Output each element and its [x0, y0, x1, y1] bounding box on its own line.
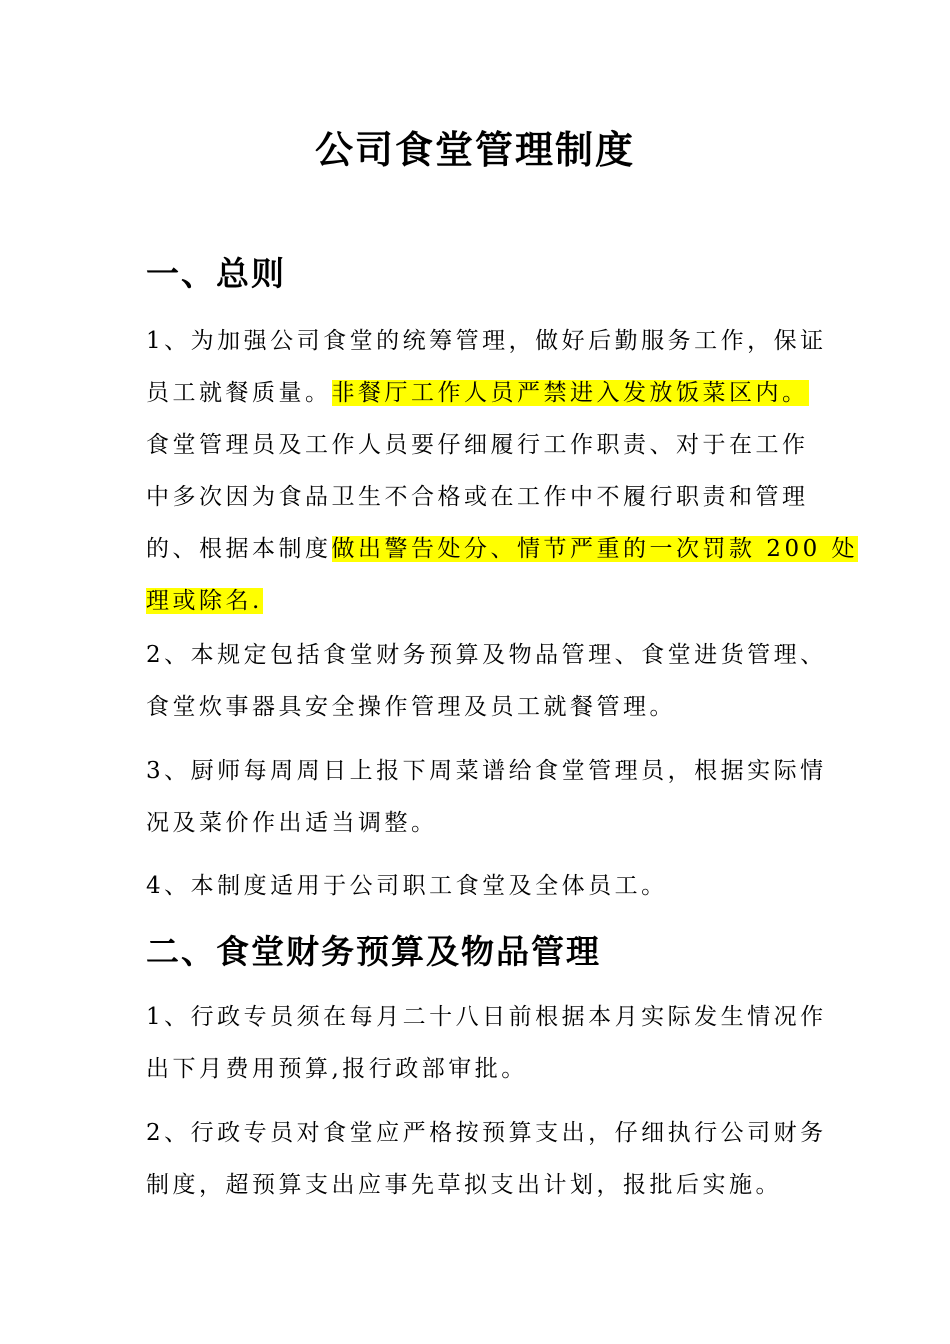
paragraph-1-3: [146, 745, 826, 849]
paragraph-line: 1、行政专员须在每月二十八日前根据本月实际发生情况作: [146, 1004, 827, 1030]
highlighted-text: 做出警告处分、情节严重的一次罚款 200 处: [331, 536, 859, 562]
paragraph-line: 中多次因为食品卫生不合格或在工作中不履行职责和管理: [146, 484, 809, 510]
paragraph-line: 制度，超预算支出应事先草拟支出计划，报批后实施。: [146, 1172, 782, 1198]
paragraph-line: [146, 367, 826, 419]
paragraph-line: 2、本规定包括食堂财务预算及物品管理、食堂进货管理、: [146, 642, 827, 668]
paragraph-1-2: [146, 629, 826, 733]
document-title: 公司食堂管理制度: [314, 128, 635, 172]
paragraph-2-1: [146, 991, 826, 1095]
paragraph-2-2: [146, 1107, 826, 1211]
paragraph-line: 4、本制度适用于公司职工食堂及全体员工。: [146, 873, 668, 899]
paragraph-line: 2、行政专员对食堂应严格按预算支出，仔细执行公司财务: [146, 1120, 827, 1146]
highlighted-text: 理或除名.: [146, 588, 263, 614]
section-heading-general: 一、总则: [146, 254, 286, 293]
paragraph-line: 1、为加强公司食堂的统筹管理，做好后勤服务工作，保证: [146, 328, 827, 354]
paragraph-line: 出下月费用预算,报行政部审批。: [146, 1056, 528, 1082]
paragraph-line: 食堂管理员及工作人员要仔细履行工作职责、对于在工作: [146, 432, 809, 458]
paragraph-text: 的、根据本制度: [146, 536, 332, 562]
paragraph-text: 员工就餐质量。: [146, 380, 332, 406]
paragraph-1-1: [146, 315, 859, 627]
paragraph-line: 食堂炊事器具安全操作管理及员工就餐管理。: [146, 694, 676, 720]
highlighted-text: 非餐厅工作人员严禁进入发放饭菜区内。: [331, 380, 809, 406]
section-heading-finance: 二、食堂财务预算及物品管理: [146, 932, 601, 971]
paragraph-line: [146, 575, 826, 627]
paragraph-line: [146, 523, 859, 575]
paragraph-line: 况及菜价作出适当调整。: [146, 810, 438, 836]
paragraph-1-4: [146, 860, 826, 912]
paragraph-line: 3、厨师每周周日上报下周菜谱给食堂管理员，根据实际情: [146, 758, 827, 784]
